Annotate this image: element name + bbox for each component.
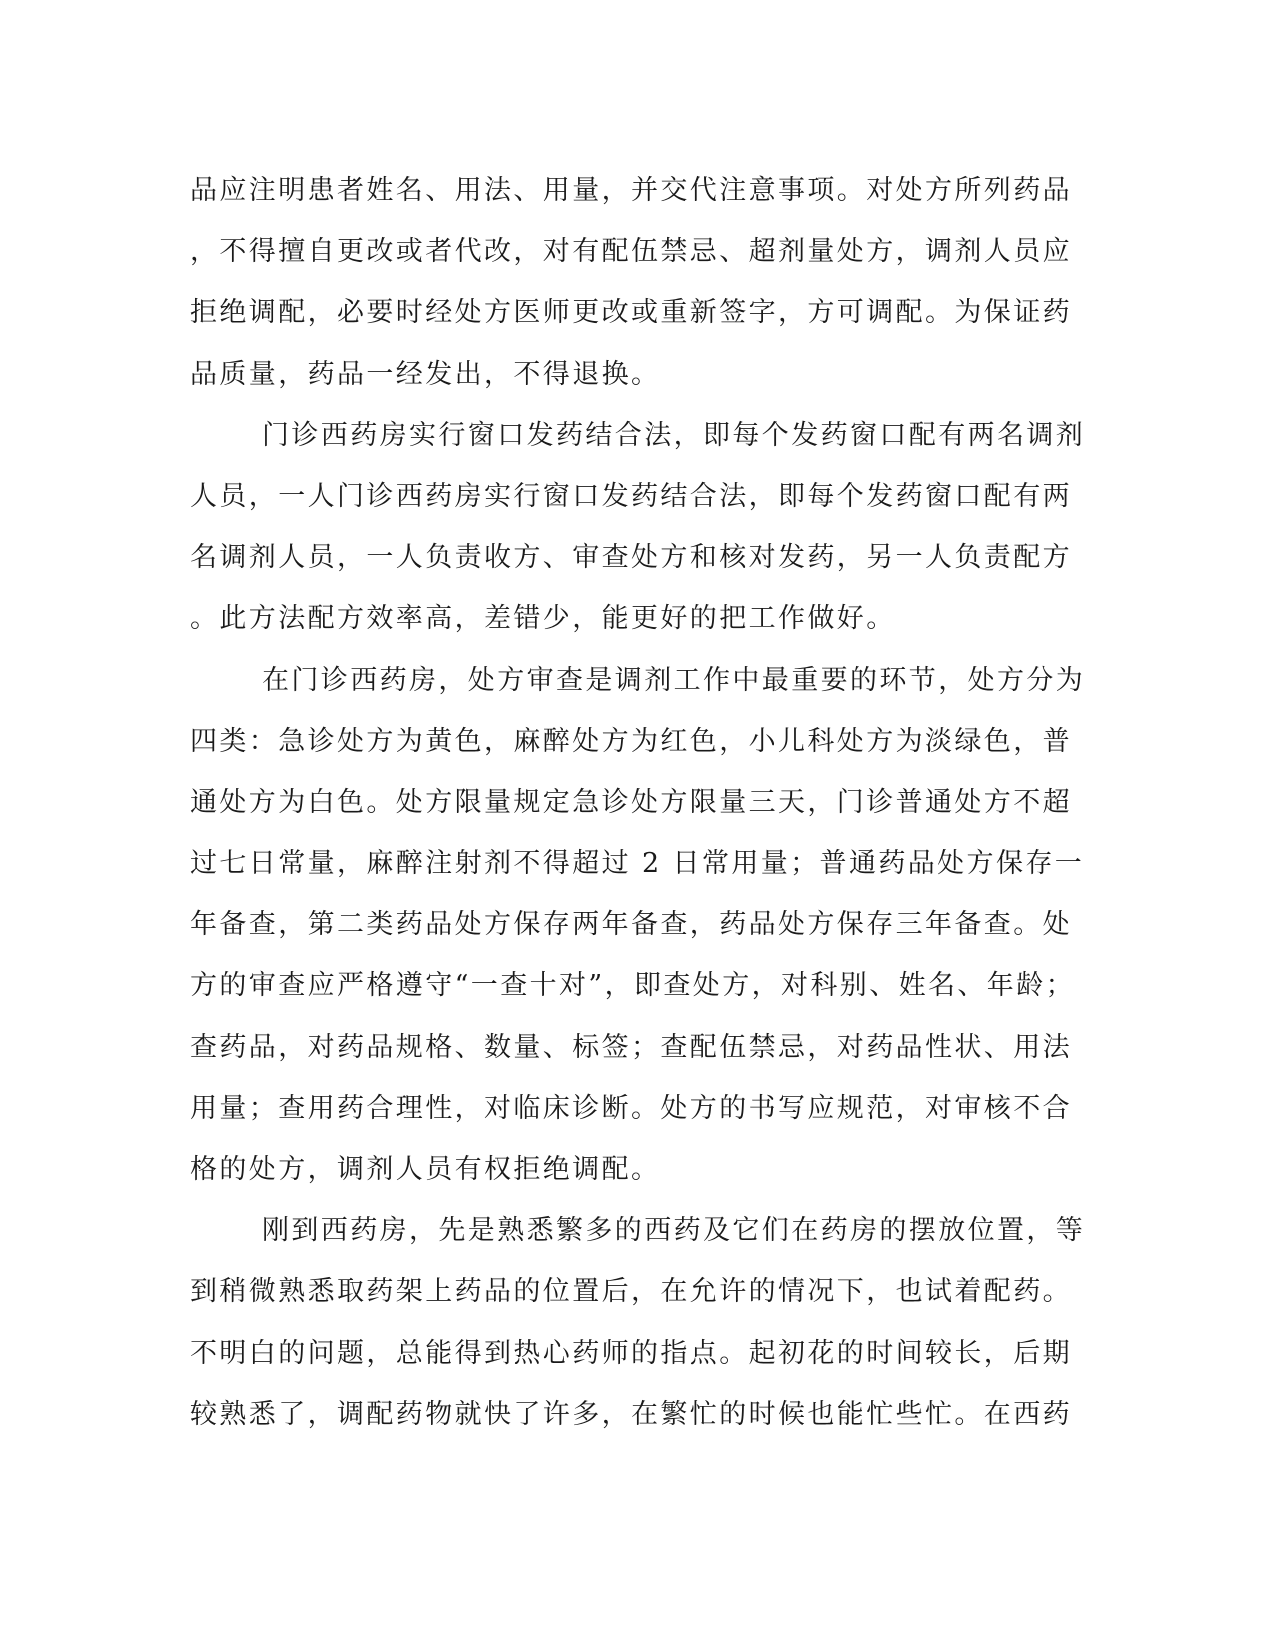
text-line: 品应注明患者姓名、用法、用量，并交代注意事项。对处方所列药品 <box>190 175 1072 206</box>
text-line: 四类：急诊处方为黄色，麻醉处方为红色，小儿科处方为淡绿色，普 <box>190 725 1072 757</box>
text-line: 较熟悉了，调配药物就快了许多，在繁忙的时候也能忙些忙。在西药 <box>190 1398 1072 1430</box>
text-line: 方的审查应严格遵守“一查十对”，即查处方，对科别、姓名、年龄； <box>190 970 1076 1002</box>
text-line: 。此方法配方效率高，差错少，能更好的把工作做好。 <box>190 603 896 635</box>
text-line: 过七日常量，麻醉注射剂不得超过 2 日常用量；普通药品处方保存一 <box>190 848 1085 880</box>
text-line: 到稍微熟悉取药架上药品的位置后，在允许的情况下，也试着配药。 <box>190 1276 1072 1308</box>
paragraph-first-line: 门诊西药房实行窗口发药结合法，即每个发药窗口配有两名调剂 <box>262 419 1086 451</box>
text-line: 格的处方，调剂人员有权拒绝调配。 <box>190 1154 661 1185</box>
text-line: 拒绝调配，必要时经处方医师更改或重新签字，方可调配。为保证药 <box>190 297 1072 329</box>
text-line: 人员，一人门诊西药房实行窗口发药结合法，即每个发药窗口配有两 <box>190 480 1072 512</box>
text-line: 查药品，对药品规格、数量、标签；查配伍禁忌，对药品性状、用法 <box>190 1031 1072 1063</box>
text-line: 年备查，第二类药品处方保存两年备查，药品处方保存三年备查。处 <box>190 909 1072 941</box>
paragraph-first-line: 刚到西药房，先是熟悉繁多的西药及它们在药房的摆放位置，等 <box>262 1215 1086 1247</box>
text-line: 品质量，药品一经发出，不得退换。 <box>190 358 661 390</box>
body-text <box>190 160 1090 1445</box>
text-line: ，不得擅自更改或者代改，对有配伍禁忌、超剂量处方，调剂人员应 <box>190 236 1072 268</box>
text-line: 用量；查用药合理性，对临床诊断。处方的书写应规范，对审核不合 <box>190 1092 1072 1124</box>
paragraph-first-line: 在门诊西药房，处方审查是调剂工作中最重要的环节，处方分为 <box>262 664 1086 696</box>
text-line: 不明白的问题，总能得到热心药师的指点。起初花的时间较长，后期 <box>190 1337 1072 1369</box>
text-line: 名调剂人员，一人负责收方、审查处方和核对发药，另一人负责配方 <box>190 542 1072 574</box>
text-line: 通处方为白色。处方限量规定急诊处方限量三天，门诊普通处方不超 <box>190 786 1072 818</box>
